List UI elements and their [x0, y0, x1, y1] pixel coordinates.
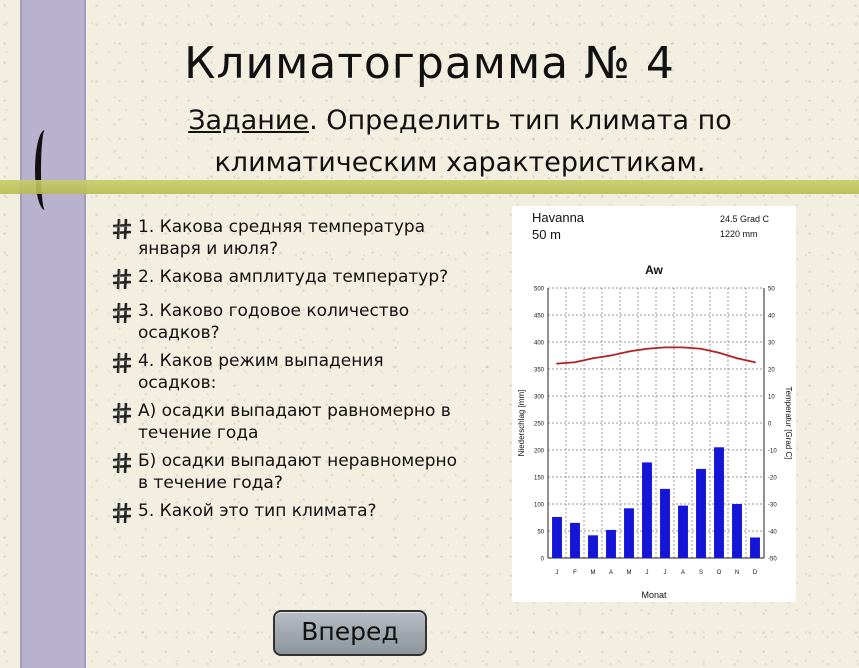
hash-bullet-icon: [112, 302, 138, 328]
y-right-tick-label: -50: [768, 556, 777, 563]
y-left-tick-label: 250: [533, 421, 544, 428]
x-tick-label: A: [680, 570, 686, 576]
y-left-tick-label: 50: [537, 529, 544, 536]
precip-bar: [696, 469, 706, 558]
temperature-point: [700, 348, 702, 350]
y-left-tick-label: 350: [533, 367, 544, 374]
question-text: 5. Какой это тип климата?: [138, 501, 377, 521]
precip-bar: [714, 447, 724, 558]
y-left-axis-title: Niederschlag [mm]: [517, 389, 526, 457]
x-axis-title: Monat: [641, 590, 667, 600]
question-text: 3. Каково годовое количество осадков?: [138, 301, 410, 343]
next-button[interactable]: Вперед: [273, 610, 427, 656]
temperature-point: [574, 361, 576, 363]
question-item: [112, 216, 462, 260]
precip-bar: [678, 506, 688, 558]
question-item: [112, 450, 462, 494]
question-item: [112, 350, 462, 394]
question-item: [112, 500, 462, 528]
y-right-tick-label: -20: [768, 475, 777, 482]
precip-bar: [552, 517, 562, 558]
climate-chart-svg: [512, 206, 796, 602]
question-text: 4. Каков режим выпадения осадков:: [138, 351, 384, 393]
hash-bullet-icon: [112, 402, 138, 428]
question-list: [112, 216, 462, 534]
y-right-tick-label: 0: [768, 421, 772, 428]
climate-chart: [512, 206, 796, 602]
x-tick-label: J: [555, 570, 559, 576]
x-tick-label: J: [663, 570, 667, 576]
x-tick-label: M: [590, 570, 596, 576]
annual-precipitation: 1220 mm: [720, 229, 758, 239]
x-tick-label: N: [734, 570, 740, 576]
y-right-tick-label: -10: [768, 448, 777, 455]
temperature-point: [610, 355, 612, 357]
slide-title: Климатограмма № 4: [184, 38, 675, 89]
question-text: Б) осадки выпадают неравномерно в течение года?: [138, 451, 458, 493]
precip-bar: [642, 462, 652, 558]
x-tick-label: M: [626, 570, 632, 576]
y-right-tick-label: 20: [768, 367, 775, 374]
precip-bar: [570, 523, 580, 558]
temperature-point: [736, 357, 738, 359]
hash-bullet-icon: [112, 268, 138, 294]
question-item: [112, 300, 462, 344]
question-text: А) осадки выпадают равномерно в течение года: [138, 401, 451, 443]
hash-bullet-icon: [112, 352, 138, 378]
mean-temperature: 24.5 Grad C: [720, 214, 770, 224]
hash-bullet-icon: [112, 452, 138, 478]
temperature-point: [646, 348, 648, 350]
precip-bar: [588, 535, 598, 558]
precip-bar: [606, 530, 616, 558]
temperature-point: [754, 361, 756, 363]
x-tick-label: J: [645, 570, 649, 576]
y-right-tick-label: 50: [768, 286, 775, 293]
precip-bar: [750, 537, 760, 558]
question-item: [112, 266, 462, 294]
y-left-tick-label: 450: [533, 313, 544, 320]
hash-bullet-icon: [112, 218, 138, 244]
ribbon-hook-decoration: [35, 130, 55, 210]
y-left-tick-label: 0: [540, 556, 544, 563]
y-right-tick-label: 30: [768, 340, 775, 347]
temperature-point: [718, 352, 720, 354]
task-label: Задание: [188, 105, 310, 136]
decorative-ribbon: [20, 0, 86, 668]
y-right-tick-label: -40: [768, 529, 777, 536]
x-tick-label: O: [716, 570, 722, 576]
precip-bar: [660, 489, 670, 558]
question-item: [112, 400, 462, 444]
x-tick-label: A: [608, 570, 614, 576]
x-tick-label: F: [573, 570, 577, 576]
y-left-tick-label: 150: [533, 475, 544, 482]
station-name: Havanna: [532, 210, 585, 225]
y-left-tick-label: 400: [533, 340, 544, 347]
y-left-tick-label: 500: [533, 286, 544, 293]
y-right-tick-label: 40: [768, 313, 775, 320]
temperature-point: [682, 347, 684, 349]
hash-bullet-icon: [112, 502, 138, 528]
y-left-tick-label: 200: [533, 448, 544, 455]
y-left-tick-label: 100: [533, 502, 544, 509]
x-tick-label: S: [698, 570, 704, 576]
precip-bar: [732, 504, 742, 558]
x-tick-label: D: [752, 570, 758, 576]
y-right-axis-title: Temperatur [Grad C]: [784, 386, 793, 460]
y-left-tick-label: 300: [533, 394, 544, 401]
temperature-point: [664, 347, 666, 349]
station-elevation: 50 m: [532, 227, 561, 242]
precip-bar: [624, 508, 634, 558]
question-text: 1. Какова средняя температура января и июля?: [138, 217, 426, 259]
y-right-tick-label: -30: [768, 502, 777, 509]
task-text: . Определить тип климата по климатическим характеристикам.: [214, 105, 732, 178]
temperature-point: [628, 351, 630, 353]
climate-code: Aw: [645, 263, 663, 277]
y-right-tick-label: 10: [768, 394, 775, 401]
temperature-point: [592, 357, 594, 359]
task-statement: [130, 100, 790, 184]
question-text: 2. Какова амплитуда температур?: [138, 267, 449, 287]
temperature-point: [556, 363, 558, 365]
